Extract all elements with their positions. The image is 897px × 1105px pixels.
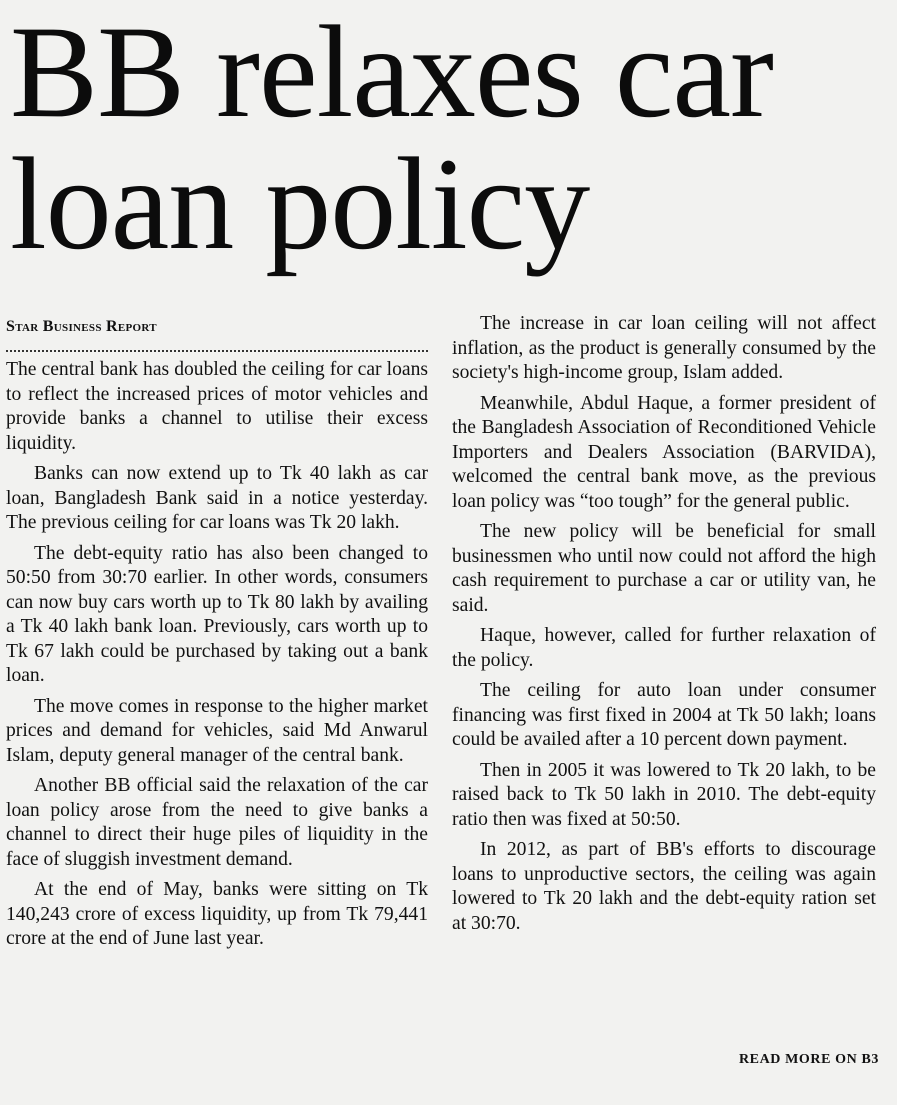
paragraph: The new policy will be beneficial for small businessmen who until now could not afford the high cash requirement to purchase a car or utility van, he said. [452,521,876,616]
paragraph: Then in 2005 it was lowered to Tk 20 lakh, to be raised back to Tk 50 lakh in 2010. The debt-equity ratio then was fixed at 50:50. [452,759,876,830]
paragraph: Haque, however, called for further relaxation of the policy. [452,625,876,671]
byline: Star Business Report [6,318,157,335]
paragraph: Meanwhile, Abdul Haque, a former president of the Bangladesh Association of Reconditioned Vehicle Importers and Dealers Association (BARVIDA), welcomed the central bank move, as the previous loan policy was “too tough” for the general public. [452,392,876,512]
paragraph: In 2012, as part of BB's efforts to discourage loans to unproductive sectors, the ceiling was again lowered to Tk 20 lakh and the debt-equity ration set at 30:70. [452,839,876,934]
read-more-link[interactable]: READ MORE ON B3 [738,1052,879,1067]
paragraph: The increase in car loan ceiling will not affect inflation, as the product is generally consumed by the society's high-income group, Islam added. [452,313,876,383]
headline: BB relaxes car loan policy [10,0,773,277]
left-column [6,312,428,958]
paragraph: Another BB official said the relaxation of the car loan policy arose from the need to give banks a channel to direct their huge piles of liquidity in the face of sluggish investment demand. [6,775,428,870]
paragraph: The debt-equity ratio has also been changed to 50:50 from 30:70 earlier. In other words, consumers can now buy cars worth up to Tk 80 lakh by availing a Tk 40 lakh bank loan. Previously, cars worth up to Tk 67 lakh could be purchased by taking out a bank loan. [6,542,428,686]
dotted-divider [6,344,428,352]
paragraph: The central bank has doubled the ceiling for car loans to reflect the increased prices of motor vehicles and provide banks a channel to utilise their excess liquidity. [6,359,428,454]
paragraph: At the end of May, banks were sitting on Tk 140,243 crore of excess liquidity, up from Tk 79,441 crore at the end of June last year. [6,879,428,949]
paragraph: Banks can now extend up to Tk 40 lakh as car loan, Bangladesh Bank said in a notice yesterday. The previous ceiling for car loans was Tk 20 lakh. [6,463,428,533]
paragraph: The ceiling for auto loan under consumer financing was first fixed in 2004 at Tk 50 lakh; loans could be availed after a 10 percent down payment. [452,680,876,750]
right-column [452,312,876,942]
paragraph: The move comes in response to the higher market prices and demand for vehicles, said Md Anwarul Islam, deputy general manager of the central bank. [6,695,428,766]
